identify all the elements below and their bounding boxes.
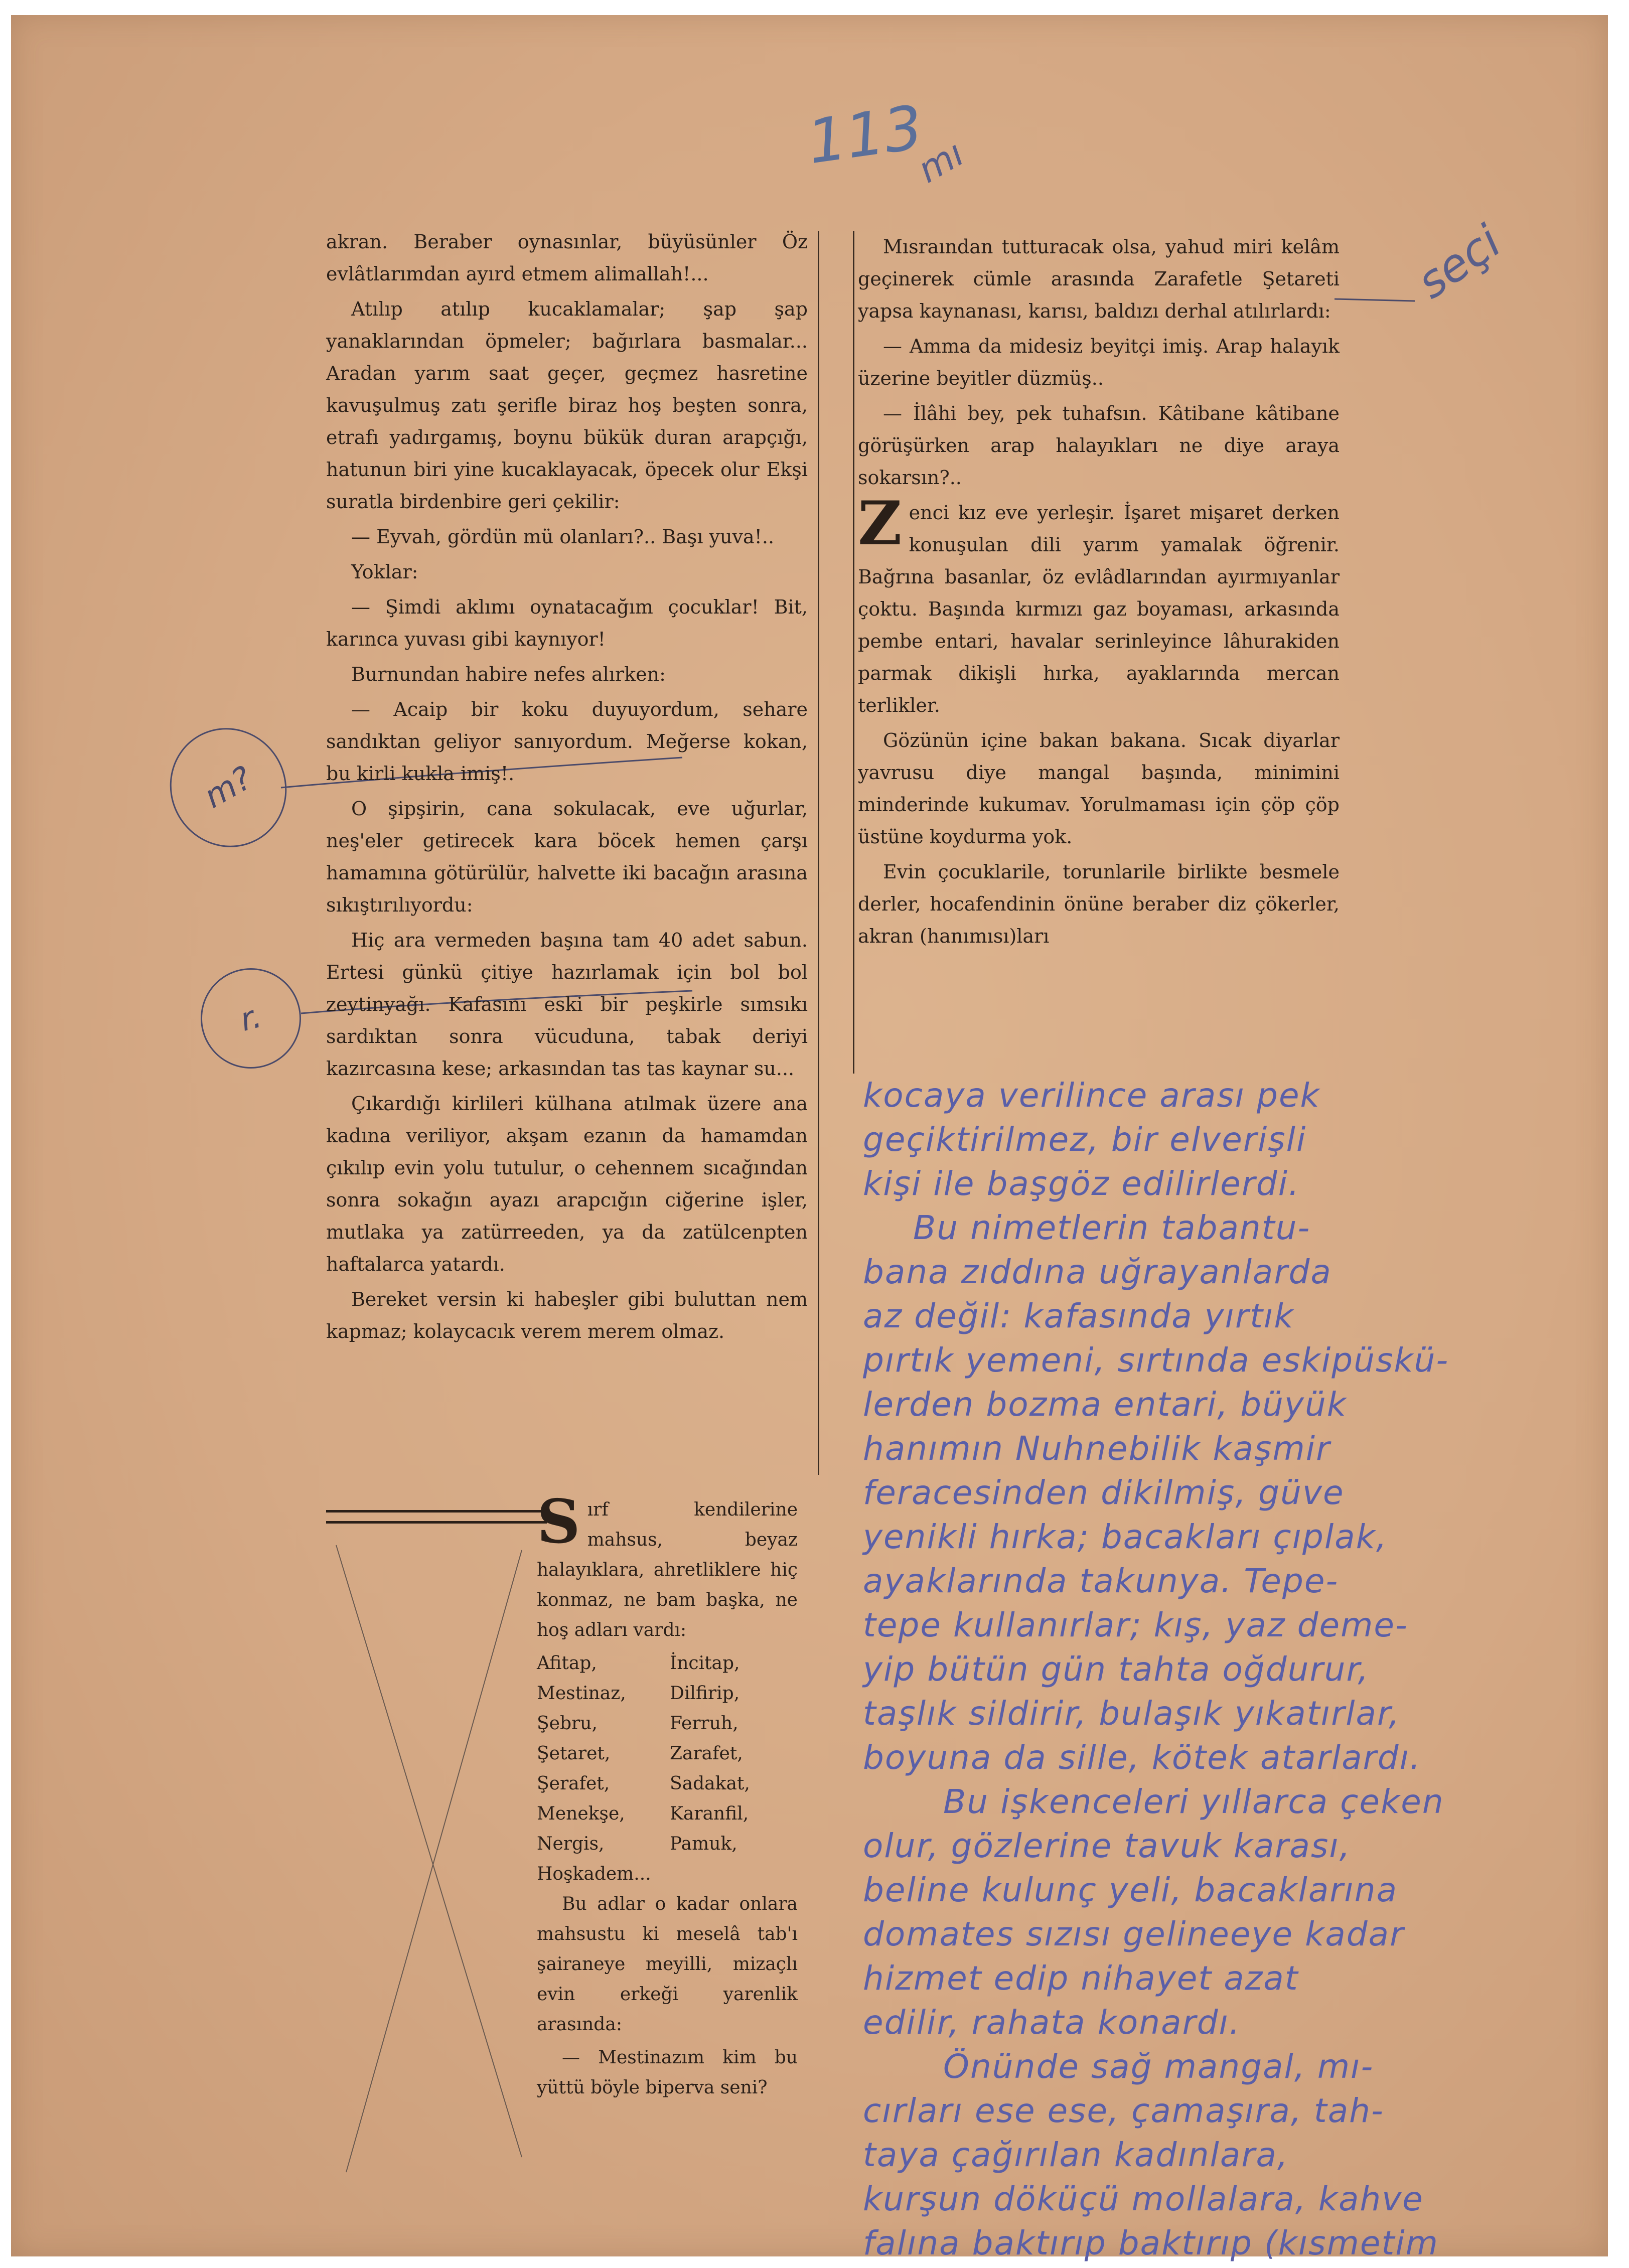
right-dropcap: Z [858,488,902,559]
right-para-2: — Amma da midesiz beyitçi imiş. Arap halayık üzerine beyitler düzmüş.. [858,335,1340,389]
handwriting-line: ayaklarında takunya. Tepe- [863,1562,1339,1600]
handwriting-line: olur, gözlerine tavuk karası, [863,1827,1351,1865]
divider-double-rule [326,1510,547,1513]
handwriting-line: domates sızısı gelineeye kadar [863,1915,1405,1953]
left-column-rule [818,231,819,1475]
handwriting-line: kurşun döküçü mollalara, kahve [863,2180,1424,2218]
handwriting-line: cırları ese ese, çamaşıra, tah- [863,2091,1384,2130]
handwriting-line: hizmet edip nihayet azat [863,1959,1299,1998]
left-para-8: O şipşirin, cana sokulacak, eve uğurlar, neş'eler getirecek kara böcek hemen çarşı hamamına götürülür, halvette iki bacağın arasına sıkıştırılıyordu: [326,798,808,916]
right-para-1: Mısraından tutturacak olsa, yahud miri kelâm geçinerek cümle arasında Zarafetle Şetareti yapsa kaynanası, karısı, baldızı derhal atılırlardı: [858,236,1340,322]
handwriting-line: tepe kullanırlar; kış, yaz deme- [863,1606,1408,1644]
left-column [326,226,808,1500]
handwriting-line: taşlık sildirir, bulaşık yıkatırlar, [863,1694,1401,1733]
right-column-rule [853,231,854,1074]
handwriting-line: yip bütün gün tahta oğdurur, [863,1650,1370,1689]
names-list [537,1648,798,1889]
name-item: Şerafet, [537,1773,610,1794]
name-item: Sadakat, [670,1773,750,1794]
handwriting-line: Önünde sağ mangal, mı- [943,2047,1374,2086]
handwriting-line: falına baktırıp baktırıp (kısmetim [863,2224,1439,2262]
handwriting-line: pırtık yemeni, sırtında eskipüskü- [863,1341,1449,1380]
handwriting-line: taya çağırılan kadınlara, [863,2136,1289,2174]
name-item: Pamuk, [670,1834,737,1854]
name-item: Afitap, [537,1653,597,1674]
circle-note-1-text: m? [198,759,259,816]
right-para-3: — İlâhi bey, pek tuhafsın. Kâtibane kâtibane görüşürken arap halayıkları ne diye araya sokarsın?.. [858,402,1340,489]
handwriting-line: az değil: kafasında yırtık [863,1297,1294,1335]
bottom-quote: — Mestinazım kim bu yüttü böyle biperva seni? [537,2047,798,2098]
handwritten-notes [863,1074,1535,2265]
left-para-11: Bereket versin ki habeşler gibi buluttan nem kapmaz; kolaycacık verem merem olmaz. [326,1288,808,1342]
handwriting-line: hanımın Nuhnebilik kaşmir [863,1429,1331,1468]
name-item: Mestinaz, [537,1683,626,1704]
name-item: Zarafet, [670,1743,743,1764]
handwriting-line: kişi ile başgöz edilirlerdi. [863,1164,1300,1203]
bottom-intro-text: ırf kendilerine mahsus, beyaz halayıklara, ahretliklere hiç konmaz, ne bam başka, ne hoş adları vardı: [537,1499,798,1640]
name-item: Karanfil, [670,1803,749,1824]
left-para-4: Yoklar: [351,561,418,583]
handwriting-line: yenikli hırka; bacakları çıplak, [863,1518,1388,1556]
right-para-5: Gözünün içine bakan bakana. Sıcak diyarlar yavrusu diye mangal başında, minimini minderinde kukumav. Yorulmaması için çöp çöp üstüne koydurma yok. [858,729,1340,848]
bottom-intro [537,1486,798,1645]
bottom-block [537,1486,798,2187]
page-number: 113 [803,92,927,178]
left-para-2: Atılıp atılıp kucaklamalar; şap şap yanaklarından öpmeler; bağırlara basmalar... Aradan yarım saat geçer, geçmez hasretine kavuşulmuş zatı şerifle biraz hoş beşten sonra, etrafı yadırgamış, boynu bükük duran arapçığı, hatunun biri yine kucaklayacak, öpecek olur Ekşi suratla birdenbire geri çekilir: [326,298,808,513]
handwriting-line: bana zıddına uğrayanlarda [863,1253,1332,1291]
handwriting-line: Bu nimetlerin tabantu- [913,1208,1311,1247]
margin-mark-right: seçi [1407,215,1511,310]
left-para-10: Çıkardığı kirlileri külhana atılmak üzere ana kadına veriliyor, akşam ezanın da hamamdan çıkılıp evin yolu tutulur, o cehennem sıcağından sonra sokağın ayazı arapcığın ciğerine işler, mutlaka ya zatürreeden, ya da zatülcenpten haftalarca yatardı. [326,1093,808,1275]
circle-note-2-text: r. [236,997,266,1039]
left-para-5: — Şimdi aklımı oynatacağım çocuklar! Bit, karınca yuvası gibi kaynıyor! [326,596,808,650]
name-item: Dilfirip, [670,1683,740,1704]
handwriting-line: Bu işkenceleri yıllarca çeken [943,1782,1444,1821]
handwriting-line: edilir, rahata konardı. [863,2003,1241,2042]
handwriting-line: kocaya verilince arası pek [863,1076,1320,1115]
name-item: Nergis, [537,1834,605,1854]
handwriting-line: beline kulunç yeli, bacaklarına [863,1871,1398,1909]
name-item: Şebru, [537,1713,598,1734]
left-para-3: — Eyvah, gördün mü olanları?.. Başı yuva!.. [351,526,775,548]
name-item: Ferruh, [670,1713,738,1734]
name-item: İncitap, [670,1653,740,1674]
handwriting-line: geçiktirilmez, bir elverişli [863,1120,1307,1159]
handwriting-line: boyuna da sille, kötek atarlardı. [863,1738,1422,1777]
name-item: Menekşe, [537,1803,625,1824]
handwriting-line: feracesinden dikilmiş, güve [863,1473,1345,1512]
left-para-6: Burnundan habire nefes alırken: [351,663,666,685]
right-para-4-text: enci kız eve yerleşir. İşaret mişaret derken konuşulan dili yarım yamalak öğrenir. Bağrına basanlar, öz evlâdlarından ayırmıyanlar çoktu. Başında kırmızı gaz boyaması, arkasında pembe entari, havalar serinleyince lâhurakiden parmak dikişli hırka, ayaklarında mercan terlikler. [858,502,1340,716]
divider-double-rule-2 [326,1521,547,1524]
right-para-6: Evin çocuklarile, torunlarile birlikte besmele derler, hocafendinin önüne beraber diz çökerler, akran (hanımısı)ları [858,861,1340,947]
name-item: Şetaret, [537,1743,611,1764]
margin-mark-top: mı [911,132,971,191]
bottom-dropcap: S [537,1486,580,1557]
left-para-9: Hiç ara vermeden başına tam 40 adet sabun. Ertesi günkü çitiye hazırlamak için bol bol zeytinyağı. Kafasını eski bir peşkirle sımsıkı sardıktan sonra vücuduna, tabak deriyi kazırcasına kese; arkasından tas tas kaynar su... [326,929,808,1080]
right-column [858,231,1340,1074]
right-para-4 [858,488,1340,721]
left-para-7: — Acaip bir koku duyuyordum, sehare sandıktan geliyor sanıyordum. Meğerse kokan, bu kirli kukla imiş!. [326,698,808,785]
name-item: Hoşkadem... [537,1864,651,1884]
left-para-1: akran. Beraber oynasınlar, büyüsünler Öz evlâtlarımdan ayırd etmem alimallah!... [326,231,808,285]
handwriting-line: lerden bozma entari, büyük [863,1385,1348,1424]
bottom-paragraph: Bu adlar o kadar onlara mahsustu ki meselâ tab'ı şairaneye meyilli, mizaçlı evin erkeği yarenlik arasında: [537,1894,798,2035]
